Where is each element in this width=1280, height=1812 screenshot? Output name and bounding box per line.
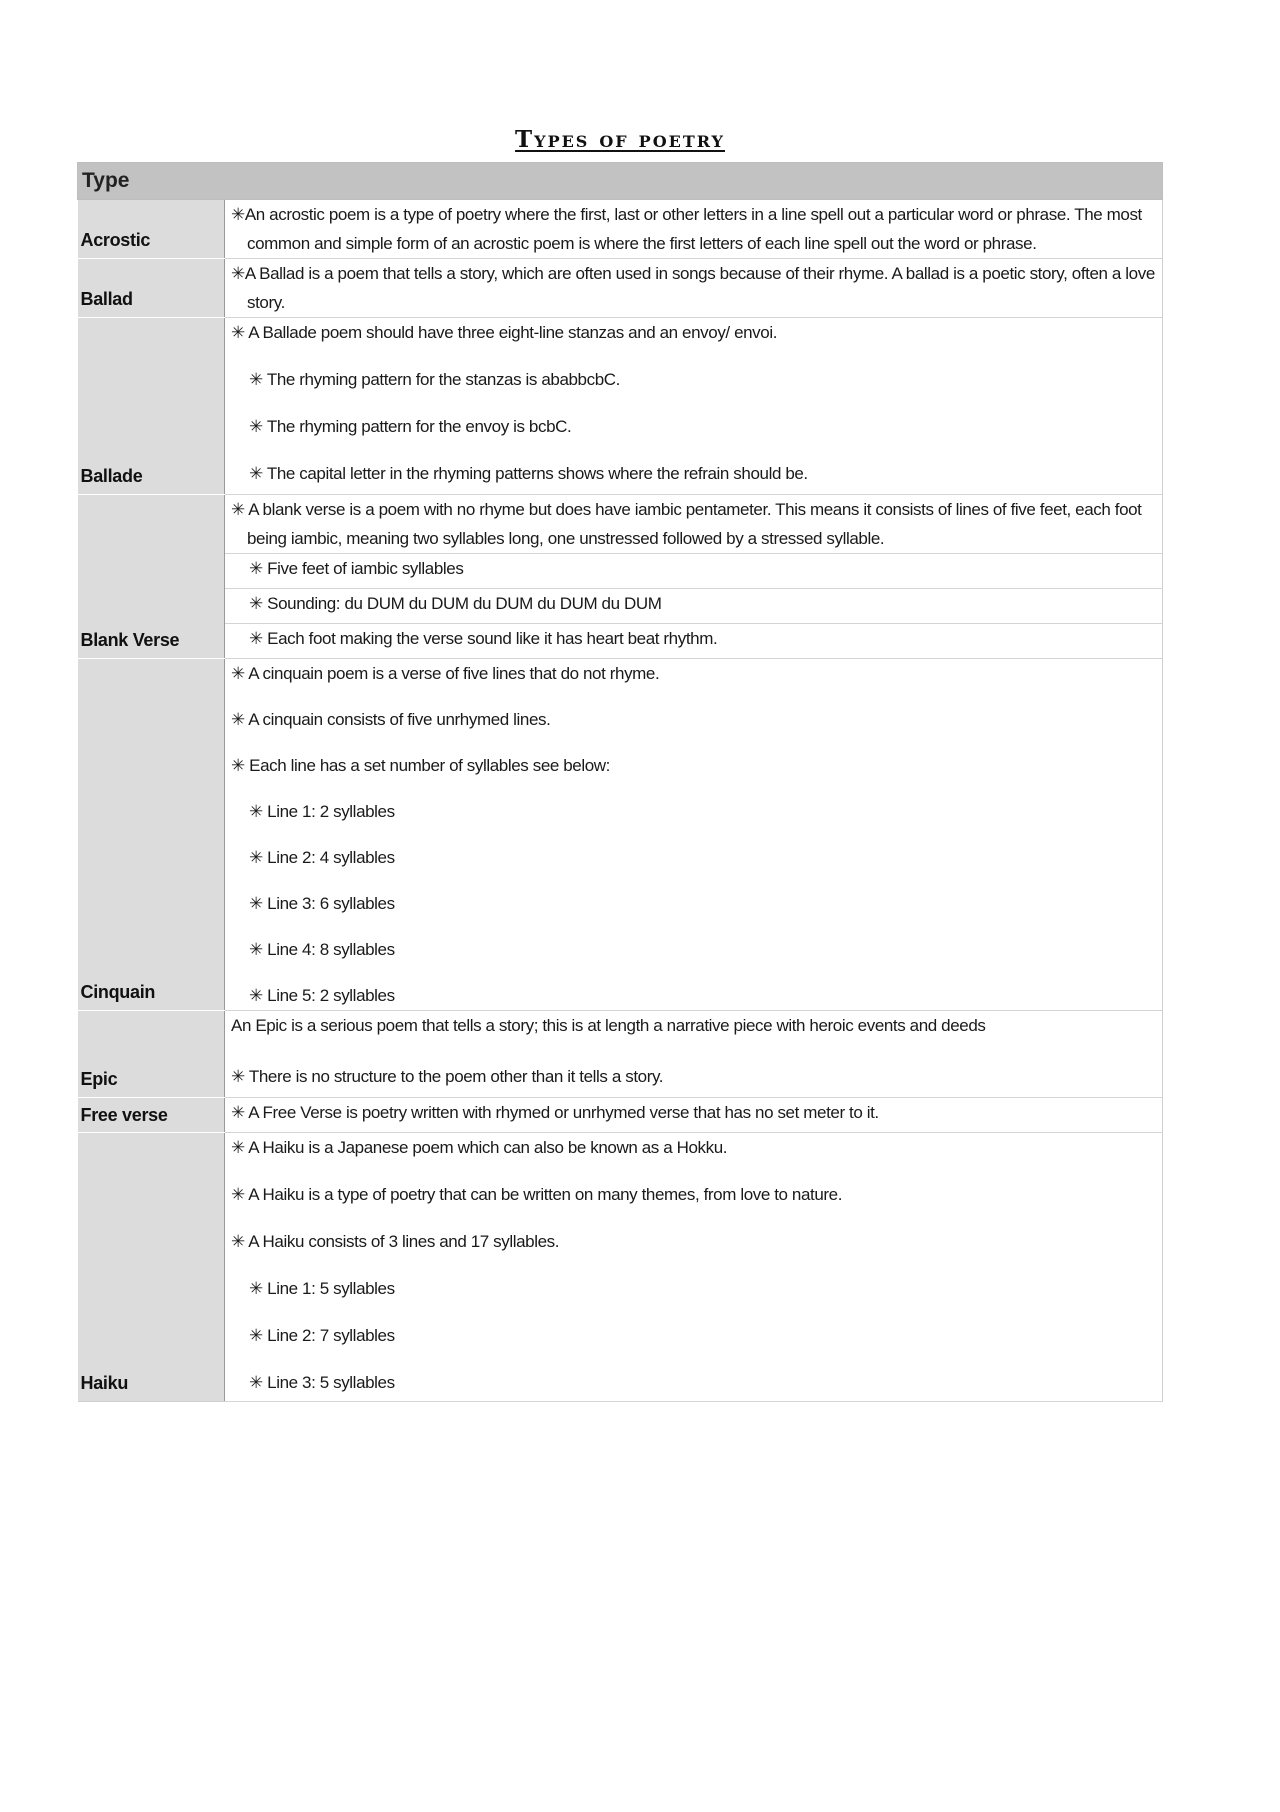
description-line: ✳ Each line has a set number of syllables see below: [231,756,610,775]
description-line: ✳ Line 4: 8 syllables [249,940,395,959]
description-line: ✳ A Ballade poem should have three eight-line stanzas and an envoy/ envoi. [231,323,778,342]
description-cell [225,1011,1163,1098]
type-cell-ballad: Ballad [78,259,225,318]
description-line: ✳ The rhyming pattern for the stanzas is ababbcbC. [249,370,620,389]
type-cell-cinquain: Cinquain [78,659,225,1011]
description-cell [225,1133,1163,1402]
description-line: ✳ A blank verse is a poem with no rhyme but does have iambic pentameter. This means it consists of lines of five feet, each foot being iambic, meaning two syllables long, one unstressed followed by a stressed syllable. [231,500,1142,548]
description-line: ✳ The capital letter in the rhyming patterns shows where the refrain should be. [249,464,808,483]
description-line: ✳ Line 3: 5 syllables [249,1373,395,1392]
description-line: ✳ Line 3: 6 syllables [249,894,395,913]
table-row [78,1133,1163,1402]
description-line: ✳ Each foot making the verse sound like it has heart beat rhythm. [249,629,718,648]
type-column-header: Type [78,163,1163,200]
type-cell-free-verse: Free verse [78,1098,225,1133]
description-cell [225,624,1163,659]
table-row [78,554,1163,589]
table-row [78,589,1163,624]
description-line: ✳An acrostic poem is a type of poetry where the first, last or other letters in a line spell out a particular word or phrase. The most common and simple form of an acrostic poem is where the first letters of each line spell out the word or phrase. [231,205,1142,253]
description-cell [225,659,1163,1011]
type-cell-ballade: Ballade [78,318,225,495]
description-line: ✳ A Haiku is a Japanese poem which can also be known as a Hokku. [231,1138,728,1157]
table-row [78,259,1163,318]
description-line: ✳A Ballad is a poem that tells a story, which are often used in songs because of their rhyme. A ballad is a poetic story, often a love story. [231,264,1155,312]
description-cell [225,1098,1163,1133]
description-cell [225,589,1163,624]
description-line: ✳ A Free Verse is poetry written with rhymed or unrhymed verse that has no set meter to it. [231,1103,879,1122]
description-line: ✳ Line 2: 7 syllables [249,1326,395,1345]
description-line: ✳ Line 1: 2 syllables [249,802,395,821]
page-title: Types of poetry [515,126,725,153]
type-cell-blank-verse: Blank Verse [78,495,225,659]
table-row [78,200,1163,259]
description-line: ✳ A cinquain consists of five unrhymed lines. [231,710,551,729]
description-line: An Epic is a serious poem that tells a story; this is at length a narrative piece with heroic events and deeds [231,1016,986,1035]
description-line: ✳ The rhyming pattern for the envoy is bcbC. [249,417,572,436]
description-line: ✳ Line 2: 4 syllables [249,848,395,867]
table-row [78,495,1163,554]
description-line: ✳ A Haiku consists of 3 lines and 17 syllables. [231,1232,560,1251]
description-line: ✳ Line 5: 2 syllables [249,986,395,1005]
description-cell [225,495,1163,554]
description-cell [225,259,1163,318]
description-line: ✳ Five feet of iambic syllables [249,559,464,578]
table-row [78,624,1163,659]
description-line: ✳ Line 1: 5 syllables [249,1279,395,1298]
description-line: ✳ A Haiku is a type of poetry that can be written on many themes, from love to nature. [231,1185,843,1204]
table-header-row [78,163,1163,200]
type-cell-acrostic: Acrostic [78,200,225,259]
table-row [78,659,1163,1011]
description-line: ✳ A cinquain poem is a verse of five lines that do not rhyme. [231,664,660,683]
description-cell [225,318,1163,495]
table-row [78,1098,1163,1133]
type-cell-epic: Epic [78,1011,225,1098]
description-cell [225,200,1163,259]
table-row [78,318,1163,495]
description-cell [225,554,1163,589]
table-row [78,1011,1163,1098]
description-line: ✳ Sounding: du DUM du DUM du DUM du DUM du DUM [249,594,662,613]
description-line: ✳ There is no structure to the poem other than it tells a story. [231,1067,664,1086]
type-cell-haiku: Haiku [78,1133,225,1402]
poetry-types-table [77,162,1163,1402]
